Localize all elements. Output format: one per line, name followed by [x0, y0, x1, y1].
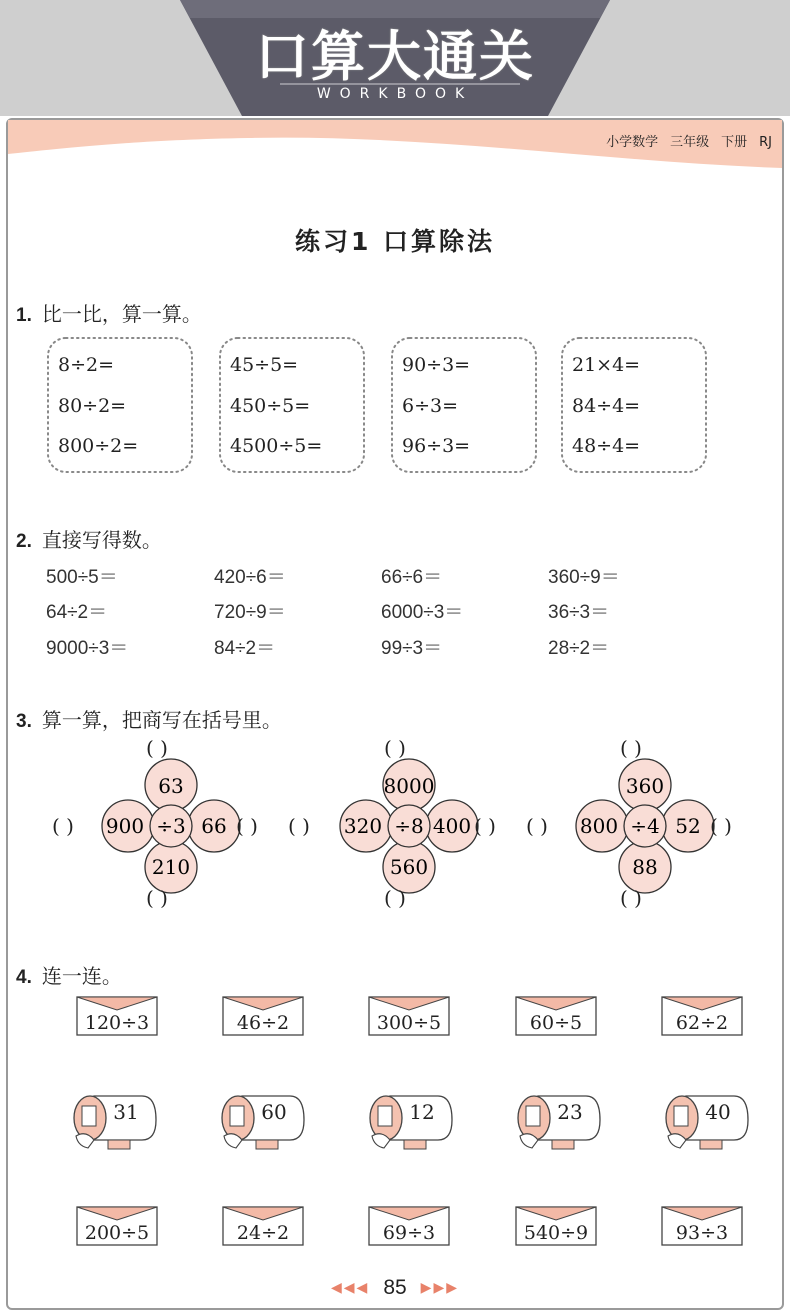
division-flower-1	[96, 736, 246, 916]
division-flower-3	[570, 736, 720, 916]
mailbox[interactable]	[512, 1090, 602, 1152]
petal-top-number: 360	[625, 774, 665, 798]
question-prompt: 直接写得数。	[41, 528, 162, 552]
equation: 500÷5＝	[46, 567, 118, 588]
envelope[interactable]	[76, 1206, 158, 1246]
envelope-expression: 300÷5	[376, 1012, 442, 1034]
next-arrows-icon: ▶▶▶	[420, 1279, 459, 1295]
envelope[interactable]	[515, 1206, 597, 1246]
equation: 28÷2＝	[548, 638, 610, 659]
equation: 80÷2=	[58, 395, 127, 417]
envelope-expression: 93÷3	[675, 1222, 729, 1244]
answer-blank[interactable]: ( )	[288, 814, 310, 838]
question-number: 4.	[16, 967, 32, 988]
equation: 9000÷3＝	[46, 638, 129, 659]
lesson-title: 练习1 口算除法	[294, 227, 496, 256]
petal-right-number: 400	[432, 814, 472, 838]
envelope-expression: 120÷3	[84, 1012, 150, 1034]
petal-left-number: 900	[105, 814, 145, 838]
prev-arrows-icon: ◀◀◀	[331, 1279, 370, 1295]
equation: 450÷5=	[230, 395, 311, 417]
equation: 720÷9＝	[214, 602, 286, 623]
mailbox-number: 12	[409, 1100, 435, 1124]
header-wave	[8, 120, 782, 180]
answer-blank[interactable]: ( )	[236, 814, 258, 838]
question-4-heading	[16, 960, 122, 989]
envelope[interactable]	[515, 996, 597, 1036]
divisor: ÷8	[394, 814, 424, 838]
question-number: 3.	[16, 711, 32, 732]
envelope-expression: 540÷9	[523, 1222, 589, 1244]
course-edition: RJ	[759, 135, 772, 150]
equation: 420÷6＝	[214, 567, 286, 588]
equation: 90÷3=	[402, 354, 471, 376]
answer-blank[interactable]: ( )	[146, 886, 168, 910]
petal-bottom-number: 210	[151, 855, 191, 879]
answer-blank[interactable]: ( )	[620, 886, 642, 910]
question-prompt: 连一连。	[41, 964, 122, 988]
book-subtitle: WORKBOOK	[316, 86, 474, 102]
petal-left-number: 320	[343, 814, 383, 838]
answer-blank[interactable]: ( )	[384, 736, 406, 760]
petal-top-number: 63	[158, 774, 184, 798]
petal-bottom-number: 88	[632, 855, 658, 879]
answer-blank[interactable]: ( )	[710, 814, 732, 838]
envelope[interactable]	[661, 1206, 743, 1246]
envelope-expression: 46÷2	[236, 1012, 290, 1034]
question-2-heading	[16, 524, 162, 553]
question-3-heading	[16, 704, 282, 733]
course-grade: 三年级	[670, 135, 710, 150]
equation: 84÷4=	[572, 395, 641, 417]
q1-group-3	[388, 334, 540, 476]
envelope[interactable]	[222, 1206, 304, 1246]
petal-right-number: 52	[675, 814, 701, 838]
answer-blank[interactable]: ( )	[474, 814, 496, 838]
question-number: 1.	[16, 305, 32, 326]
mailbox[interactable]	[68, 1090, 158, 1152]
course-volume: 下册	[721, 135, 748, 150]
envelope-expression: 60÷5	[529, 1012, 583, 1034]
mailbox[interactable]	[216, 1090, 306, 1152]
envelope[interactable]	[368, 996, 450, 1036]
equation: 6÷3=	[402, 395, 459, 417]
question-prompt: 算一算，把商写在括号里。	[41, 708, 282, 732]
equation: 66÷6＝	[381, 567, 443, 588]
envelope-expression: 62÷2	[675, 1012, 729, 1034]
equation: 48÷4=	[572, 435, 641, 457]
petal-right-number: 66	[201, 814, 227, 838]
q1-group-4	[558, 334, 710, 476]
petal-left-number: 800	[579, 814, 619, 838]
course-subject: 小学数学	[606, 135, 659, 150]
header-banner	[0, 0, 790, 116]
divisor: ÷4	[630, 814, 660, 838]
equation: 96÷3=	[402, 435, 471, 457]
answer-blank[interactable]: ( )	[526, 814, 548, 838]
envelope-expression: 69÷3	[382, 1222, 436, 1244]
answer-blank[interactable]: ( )	[52, 814, 74, 838]
equation: 800÷2=	[58, 435, 139, 457]
envelope-expression: 24÷2	[236, 1222, 290, 1244]
equation: 4500÷5=	[230, 435, 323, 457]
envelope[interactable]	[222, 996, 304, 1036]
envelope[interactable]	[661, 996, 743, 1036]
equation: 360÷9＝	[548, 567, 620, 588]
question-number: 2.	[16, 531, 32, 552]
q1-group-2	[216, 334, 368, 476]
divisor: ÷3	[156, 814, 186, 838]
equation: 45÷5=	[230, 354, 299, 376]
equation: 84÷2＝	[214, 638, 276, 659]
equation: 6000÷3＝	[381, 602, 464, 623]
answer-blank[interactable]: ( )	[384, 886, 406, 910]
question-prompt: 比一比，算一算。	[41, 302, 202, 326]
q1-group-1	[44, 334, 196, 476]
mailbox-number: 40	[705, 1100, 731, 1124]
page-footer	[0, 1276, 790, 1300]
division-flower-2	[334, 736, 484, 916]
envelope[interactable]	[76, 996, 158, 1036]
equation: 21×4=	[572, 354, 641, 376]
envelope-expression: 200÷5	[84, 1222, 150, 1244]
answer-blank[interactable]: ( )	[620, 736, 642, 760]
equation: 8÷2=	[58, 354, 115, 376]
question-1-heading	[16, 298, 202, 327]
petal-top-number: 8000	[383, 774, 435, 798]
mailbox-number: 60	[261, 1100, 287, 1124]
envelope[interactable]	[368, 1206, 450, 1246]
equation: 36÷3＝	[548, 602, 610, 623]
answer-blank[interactable]: ( )	[146, 736, 168, 760]
mailbox-number: 23	[557, 1100, 583, 1124]
book-title: 口算大通关	[255, 25, 535, 88]
mailbox-number: 31	[113, 1100, 139, 1124]
petal-bottom-number: 560	[389, 855, 429, 879]
mailbox[interactable]	[364, 1090, 454, 1152]
equation: 99÷3＝	[381, 638, 443, 659]
course-info	[594, 131, 772, 150]
equation: 64÷2＝	[46, 602, 108, 623]
page-number: 85	[383, 1276, 407, 1299]
mailbox[interactable]	[660, 1090, 750, 1152]
